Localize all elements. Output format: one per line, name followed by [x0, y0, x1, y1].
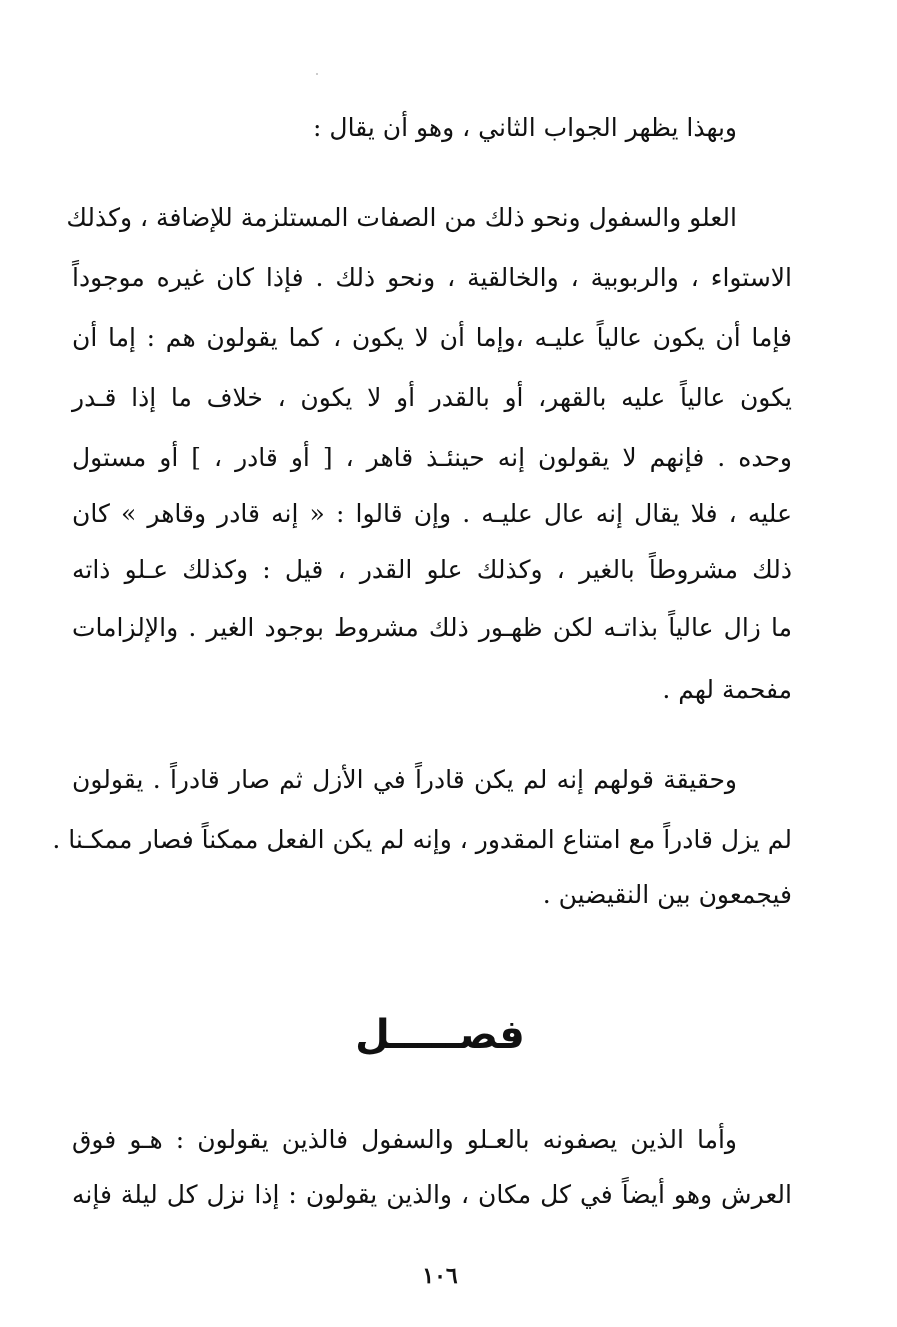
paragraph2-line: لم يزل قادراً مع امتناع المقدور ، وإنه لم يكن الفعل ممكناً فصار ممكـنا .	[52, 825, 792, 854]
paragraph1-line: العلو والسفول ونحو ذلك من الصفات المستلزمة للإضافة ، وكذلك	[66, 203, 737, 232]
scan-speck	[316, 73, 318, 75]
intro-line: وبهذا يظهر الجواب الثاني ، وهو أن يقال :	[313, 113, 737, 142]
paragraph1-line: عليه ، فلا يقال إنه عال عليـه . وإن قالوا : « إنه قادر وقاهر » كان	[72, 499, 792, 528]
paragraph1-line: يكون عالياً عليه بالقهر، أو بالقدر أو لا يكون ، خلاف ما إذا قـدر	[72, 383, 792, 412]
paragraph3-line: وأما الذين يصفونه بالعـلو والسفول فالذين يقولون : هـو فوق	[72, 1125, 737, 1154]
paragraph1-line: ذلك مشروطاً بالغير ، وكذلك علو القدر ، قيل : وكذلك عـلو ذاته	[72, 555, 792, 584]
section-heading: فصـــــل	[355, 1012, 525, 1058]
paragraph2-line: وحقيقة قولهم إنه لم يكن قادراً في الأزل ثم صار قادراً . يقولون	[72, 765, 737, 794]
page-number: ١٠٦	[422, 1263, 458, 1289]
paragraph1-line: الاستواء ، والربوبية ، والخالقية ، ونحو ذلك . فإذا كان غيره موجوداً	[72, 263, 792, 292]
paragraph1-line: ما زال عالياً بذاتـه لكن ظهـور ذلك مشروط بوجود الغير . والإلزامات	[72, 613, 792, 642]
paragraph1-line: فإما أن يكون عالياً عليـه ،وإما أن لا يكون ، كما يقولون هم : إما أن	[72, 323, 792, 352]
paragraph3-line: العرش وهو أيضاً في كل مكان ، والذين يقولون : إذا نزل كل ليلة فإنه	[72, 1180, 792, 1209]
paragraph1-line: وحده . فإنهم لا يقولون إنه حينئـذ قاهر ، [ أو قادر ، ] أو مستول	[72, 443, 792, 472]
paragraph2-line: فيجمعون بين النقيضين .	[542, 880, 792, 909]
paragraph1-line: مفحمة لهم .	[662, 675, 792, 704]
